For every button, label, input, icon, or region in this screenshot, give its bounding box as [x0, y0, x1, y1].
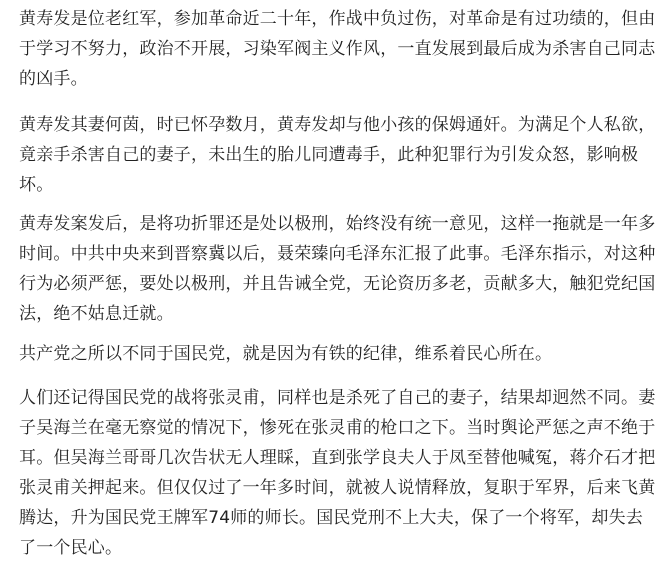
paragraph-1 [19, 4, 655, 94]
text-line: 的凶手。 [19, 69, 88, 89]
text-line: 黄寿发其妻何茵，时已怀孕数月，黄寿发却与他小孩的保姆通奸。为满足个人私欲， [19, 115, 655, 135]
text-line: 黄寿发案发后，是将功折罪还是处以极刑，始终没有统一意见，这样一拖就是一年多 [19, 214, 655, 234]
paragraph-4 [19, 339, 619, 369]
paragraph-2 [19, 110, 655, 200]
paragraph-3 [19, 209, 655, 329]
text-line: 时间。中共中央来到晋察冀以后，聂荣臻向毛泽东汇报了此事。毛泽东指示，对这种 [19, 244, 655, 264]
text-line: 耳。但吴海兰哥哥几次告状无人理睬，直到张学良夫人于凤至替他喊冤，蒋介石才把 [19, 448, 655, 468]
text-line: 法，绝不姑息迁就。 [19, 304, 174, 324]
text-line: 张灵甫关押起来。但仅仅过了一年多时间，就被人说情释放，复职于军界，后来飞黄 [19, 478, 655, 498]
text-line: 竟亲手杀害自己的妻子，未出生的胎儿同遭毒手，此种犯罪行为引发众怒，影响极 [19, 145, 639, 165]
text-line: 共产党之所以不同于国民党，就是因为有铁的纪律，维系着民心所在。 [19, 344, 553, 364]
text-line: 子吴海兰在毫无察觉的情况下，惨死在张灵甫的枪口之下。当时舆论严惩之声不绝于 [19, 418, 655, 438]
text-line: 腾达，升为国民党王牌军74师的师长。国民党刑不上大夫，保了一个将军，却失去 [19, 508, 644, 528]
text-line: 了一个民心。 [19, 538, 123, 558]
text-line: 行为必须严惩，要处以极刑，并且告诫全党，无论资历多老，贡献多大，触犯党纪国 [19, 274, 655, 294]
text-line: 于学习不努力，政治不开展，习染军阀主义作风，一直发展到最后成为杀害自己同志 [19, 39, 655, 59]
paragraph-5 [19, 383, 655, 563]
text-line: 坏。 [19, 175, 54, 195]
text-line: 黄寿发是位老红军，参加革命近二十年，作战中负过伤，对革命是有过功绩的，但由 [19, 9, 655, 29]
text-line: 人们还记得国民党的战将张灵甫，同样也是杀死了自己的妻子，结果却迥然不同。妻 [19, 388, 655, 408]
